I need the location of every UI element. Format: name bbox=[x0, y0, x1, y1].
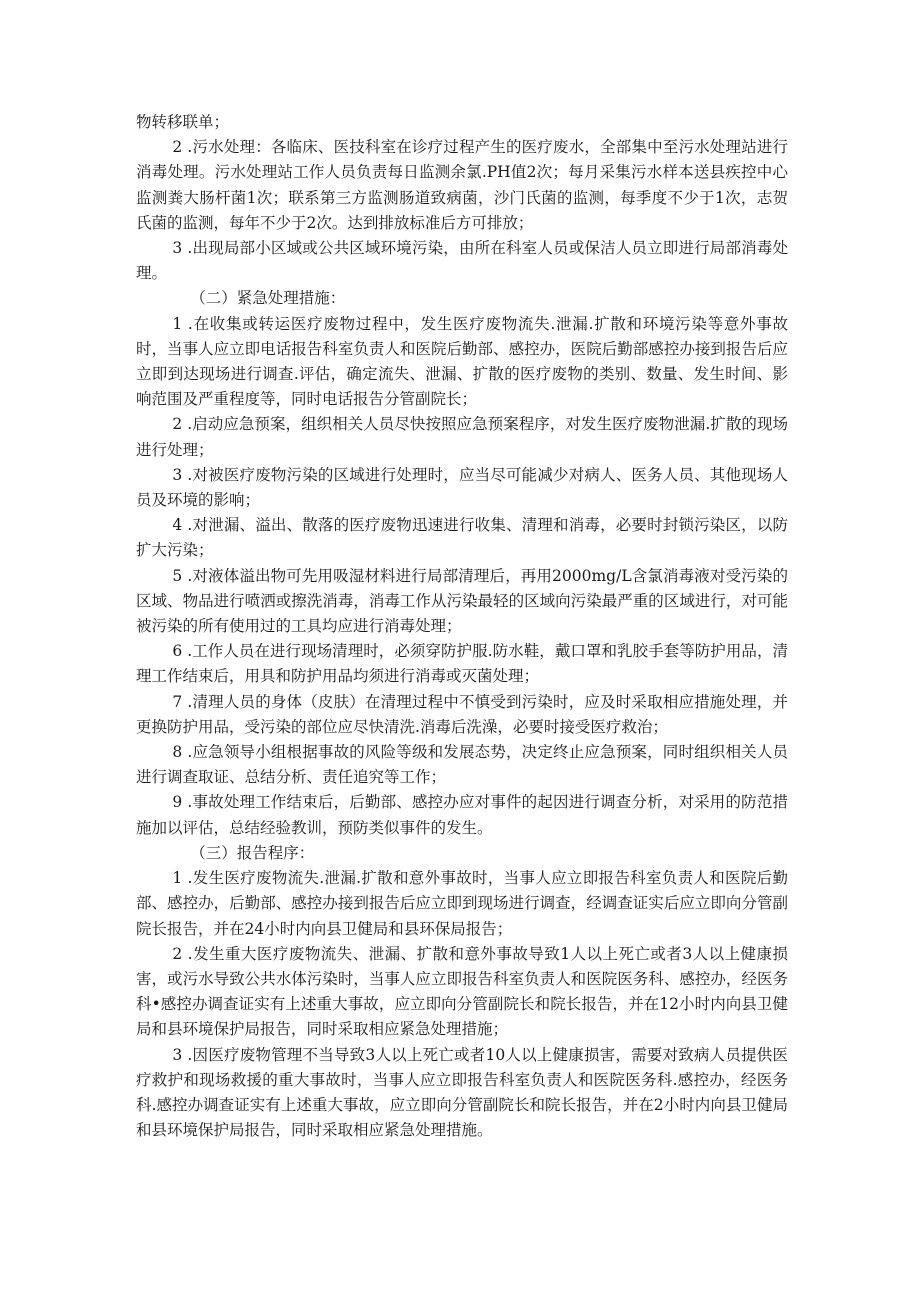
paragraph-report-1: 1 .发生医疗废物流失.泄漏.扩散和意外事故时，当事人应立即报告科室负责人和医院后勤部、感控办，后勤部、感控办接到报告后应立即到现场进行调查，经调查证实后应立即向分管副院长报告，并在24小时内向县卫健局和县环保局报告； bbox=[136, 869, 788, 938]
paragraph-emergency-7: 7 .清理人员的身体（皮肤）在清理过程中不慎受到污染时，应及时采取相应措施处理，并更换防护用品，受污染的部位应尽快清洗.消毒后洗澡，必要时接受医疗救治； bbox=[136, 692, 788, 736]
paragraph-emergency-5: 5 .对液体溢出物可先用吸湿材料进行局部清理后，再用2000mg/L含氯消毒液对受污染的区域、物品进行喷洒或擦洗消毒，消毒工作从污染最轻的区域向污染最严重的区域进行，对可能被污染的所有使用过的工具均应进行消毒处理； bbox=[136, 566, 788, 636]
document-page bbox=[136, 110, 788, 1143]
section-heading-reporting-procedure: （三）报告程序： bbox=[190, 843, 315, 862]
paragraph-emergency-2: 2 .启动应急预案，组织相关人员尽快按照应急预案程序，对发生医疗废物泄漏.扩散的现场进行处理； bbox=[136, 415, 788, 459]
section-heading-emergency-measures: （二）紧急处理措施： bbox=[190, 289, 346, 308]
paragraph-emergency-6: 6 .工作人员在进行现场清理时，必须穿防护服.防水鞋，戴口罩和乳胶手套等防护用品，清理工作结束后，用具和防护用品均须进行消毒或灭菌处理； bbox=[136, 642, 788, 686]
paragraph-report-2: 2 .发生重大医疗废物流失、泄漏、扩散和意外事故导致1人以上死亡或者3人以上健康损害，或污水导致公共水体污染时，当事人应立即报告科室负责人和医院医务科、感控办，经医务科•感控办调查证实有上述重大事故，应立即向分管副院长和院长报告，并在12小时内向县卫健局和县环境保护局报告，同时采取相应紧急处理措施； bbox=[136, 944, 788, 1039]
paragraph-emergency-3: 3 .对被医疗废物污染的区域进行处理时，应当尽可能减少对病人、医务人员、其他现场人员及环境的影响； bbox=[136, 465, 788, 510]
paragraph-emergency-4: 4 .对泄漏、溢出、散落的医疗废物迅速进行收集、清理和消毒，必要时封锁污染区，以防扩大污染； bbox=[136, 516, 788, 560]
paragraph-continuation: 物转移联单； bbox=[136, 113, 230, 131]
paragraph-report-3: 3 .因医疗废物管理不当导致3人以上死亡或者10人以上健康损害，需要对致病人员提供医疗救护和现场救援的重大事故时，当事人应立即报告科室负责人和医院医务科.感控办，经医务科.感控办调查证实有上述重大事故，应立即向分管副院长和院长报告，并在2小时内向县卫健局和县环境保护局报告，同时采取相应紧急处理措施。 bbox=[136, 1045, 788, 1140]
paragraph-sewage-treatment: 2 .污水处理：各临床、医技科室在诊疗过程产生的医疗废水，全部集中至污水处理站进行消毒处理。污水处理站工作人员负责每日监测余氯.PH值2次；每月采集污水样本送县疾控中心监测粪大肠杆菌1次；联系第三方监测肠道致病菌，沙门氏菌的监测，每季度不少于1次，志贺氏菌的监测，每年不少于2次。达到排放标准后方可排放； bbox=[136, 138, 788, 232]
paragraph-local-pollution: 3 .出现局部小区域或公共区域环境污染，由所在科室人员或保洁人员立即进行局部消毒处理。 bbox=[136, 239, 788, 283]
paragraph-emergency-8: 8 .应急领导小组根据事故的风险等级和发展态势，决定终止应急预案，同时组织相关人员进行调查取证、总结分析、责任追究等工作； bbox=[136, 743, 788, 787]
paragraph-emergency-1: 1 .在收集或转运医疗废物过程中，发生医疗废物流失.泄漏.扩散和环境污染等意外事故时，当事人应立即电话报告科室负责人和医院后勤部、感控办，医院后勤部感控办接到报告后应立即到达现场进行调查.评估，确定流失、泄漏、扩散的医疗废物的类别、数量、发生时间、影响范围及严重程度等，同时电话报告分管副院长； bbox=[136, 314, 788, 409]
paragraph-emergency-9: 9 .事故处理工作结束后，后勤部、感控办应对事件的起因进行调查分析，对采用的防范措施加以评估，总结经验教训，预防类似事件的发生。 bbox=[136, 793, 788, 837]
